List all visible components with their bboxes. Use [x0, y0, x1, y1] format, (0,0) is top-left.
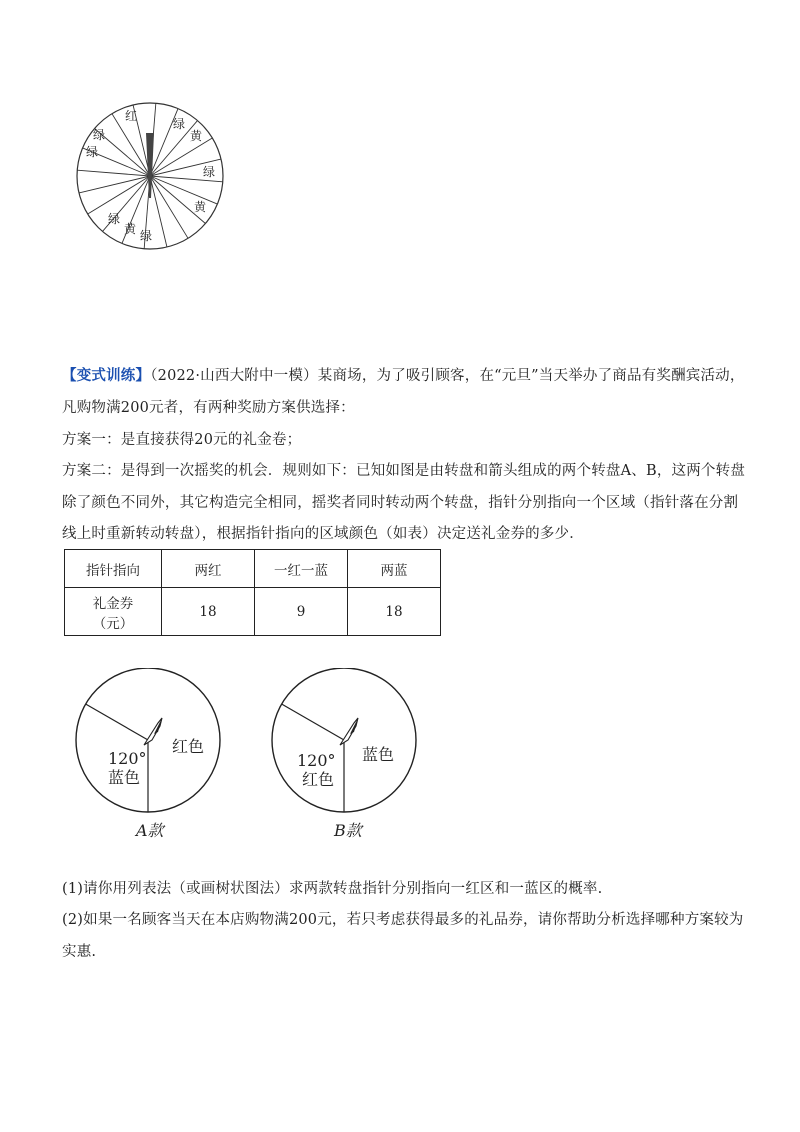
wheel-label: 黄: [194, 200, 207, 214]
spinner-a-large-region: 红色: [172, 737, 205, 756]
spinner-a-small-region: 蓝色: [108, 768, 141, 787]
intro-line-1: 【变式训练】（2022·山西大附中一模）某商场，为了吸引顾客，在“元旦”当天举办了商品有奖酬宾活动，: [62, 367, 745, 384]
intro-line-2: 凡购物满200元者，有两种奖励方案供选择：: [62, 400, 355, 416]
table-cell: 9: [255, 588, 348, 636]
wheel-label: 绿: [203, 165, 216, 179]
table-row: [65, 550, 441, 588]
wheel-label: 红: [125, 109, 138, 123]
spinner-b-arrow-icon: [340, 718, 358, 745]
spinner-a-angle: 120°: [108, 749, 147, 768]
spinner-b-angle: 120°: [297, 751, 336, 770]
wheel-spoke: [79, 176, 150, 193]
option-one: 方案一：是直接获得20元的礼金卷；: [62, 432, 302, 448]
wheel-spoke: [150, 176, 188, 238]
table-header-cell: 两红: [162, 550, 255, 588]
wheel-label: 绿: [93, 128, 106, 142]
spinner-a-caption: A款: [136, 821, 164, 840]
table-cell: 18: [162, 588, 255, 636]
exercise-tag: 【变式训练】: [62, 367, 151, 384]
wheel-label: 绿: [108, 212, 121, 226]
wheel-label: 黄: [190, 129, 203, 143]
wheel-label: 绿: [173, 117, 186, 131]
option-two-line-2: 除了颜色不同外，其它构造完全相同，摇奖者同时转动两个转盘，指针分别指向一个区域（指针落在分割: [62, 495, 739, 511]
wheel-label: 黄: [124, 222, 137, 236]
wheel-label: 绿: [86, 145, 99, 159]
table-header-cell: 一红一蓝: [255, 550, 348, 588]
spinner-a-arrow-icon: [144, 718, 162, 745]
table-row: [65, 588, 441, 636]
wheel-spoke: [112, 114, 150, 176]
question-1: (1)请你用列表法（或画树状图法）求两款转盘指针分别指向一红区和一蓝区的概率.: [62, 881, 603, 897]
table-cell: 18: [348, 588, 441, 636]
color-wheel-figure: [70, 98, 230, 258]
table-header-cell: 指针指向: [65, 550, 162, 588]
wheel-label-extra: 绿: [140, 229, 153, 243]
spinner-a-figure: [68, 668, 238, 843]
spinner-b-figure: [264, 668, 434, 843]
reward-table: [64, 549, 441, 636]
spinner-b-caption: B款: [334, 821, 362, 840]
table-header-cell: 两蓝: [348, 550, 441, 588]
spinner-b-large-region: 蓝色: [362, 745, 395, 764]
wheel-spoke: [150, 176, 167, 247]
option-two-line-1: 方案二：是得到一次摇奖的机会．规则如下：已知如图是由转盘和箭头组成的两个转盘A、B，这两个转盘: [62, 463, 746, 479]
wheel-spoke: [88, 176, 150, 214]
question-2-line-1: (2)如果一名顾客当天在本店购物满200元，若只考虑获得最多的礼品券，请你帮助分析选择哪种方案较为: [62, 912, 744, 928]
question-2-line-2: 实惠.: [62, 944, 97, 960]
spinner-b-small-region: 红色: [302, 770, 335, 789]
option-two-line-3: 线上时重新转动转盘），根据指针指向的区域颜色（如表）决定送礼金券的多少．: [62, 526, 584, 542]
table-row-label: 礼金券 （元）: [65, 588, 162, 636]
